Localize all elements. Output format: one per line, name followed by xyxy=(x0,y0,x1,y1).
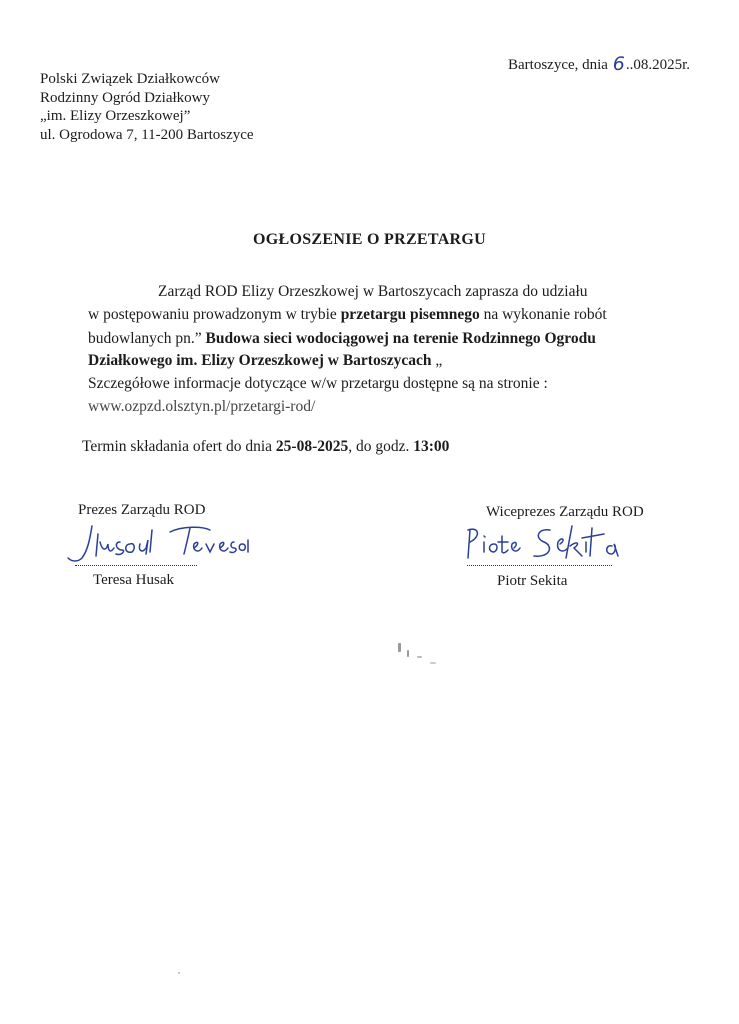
scan-speck xyxy=(398,643,401,652)
deadline-date: 25-08-2025 xyxy=(275,438,349,455)
sender-line-1: Polski Związek Działkowców xyxy=(40,71,220,87)
president-role: Prezes Zarządu ROD xyxy=(78,502,206,518)
vice-president-signature xyxy=(462,520,642,568)
body-line-2 xyxy=(88,306,607,324)
place-date xyxy=(508,52,690,74)
project-name-part-2: Działkowego im. Elizy Orzeszkowej w Bartoszycach xyxy=(88,352,432,369)
body-line-2-b: na wykonanie robót xyxy=(479,306,607,323)
president-signature-line xyxy=(75,565,197,566)
handwritten-day: 6 xyxy=(612,53,625,75)
place-prefix: Bartoszyce, dnia xyxy=(508,57,612,73)
sender-line-4: ul. Ogrodowa 7, 11-200 Bartoszyce xyxy=(40,126,254,143)
date-suffix: ..08.2025r. xyxy=(625,57,690,73)
body-line-1: Zarząd ROD Elizy Orzeszkowej w Bartoszycach zaprasza do udziału xyxy=(158,283,588,300)
vice-president-signature-line xyxy=(467,565,612,566)
body-line-2-a: w postępowaniu prowadzonym w trybie xyxy=(88,306,341,323)
body-line-4-b: „ xyxy=(431,352,443,369)
body-line-4 xyxy=(88,352,442,370)
tender-mode: przetargu pisemnego xyxy=(340,306,480,323)
president-signature xyxy=(62,520,252,568)
scan-speck xyxy=(407,650,409,657)
vice-president-name: Piotr Sekita xyxy=(497,573,568,589)
sender-address xyxy=(40,70,254,144)
submission-deadline xyxy=(82,438,449,456)
scan-speck xyxy=(178,972,180,974)
scan-speck xyxy=(430,662,436,664)
project-name-part-1: Budowa sieci wodociągowej na terenie Rodzinnego Ogrodu xyxy=(205,330,596,347)
deadline-mid: , do godz. xyxy=(348,438,414,455)
body-line-3-a: budowlanych pn.” xyxy=(88,330,206,347)
vice-president-role: Wiceprezes Zarządu ROD xyxy=(486,504,644,520)
body-line-3 xyxy=(88,330,596,348)
info-url[interactable]: www.ozpzd.olsztyn.pl/przetargi-rod/ xyxy=(88,398,316,415)
scan-speck xyxy=(417,656,422,658)
deadline-label: Termin składania ofert do dnia xyxy=(82,438,276,455)
document-title: OGŁOSZENIE O PRZETARGU xyxy=(252,231,486,248)
sender-line-3: „im. Elizy Orzeszkowej” xyxy=(40,108,191,124)
sender-line-2: Rodzinny Ogród Działkowy xyxy=(40,89,210,106)
body-line-5: Szczegółowe informacje dotyczące w/w przetargu dostępne są na stronie : xyxy=(88,375,548,392)
deadline-time: 13:00 xyxy=(413,438,450,455)
president-name: Teresa Husak xyxy=(93,572,174,588)
